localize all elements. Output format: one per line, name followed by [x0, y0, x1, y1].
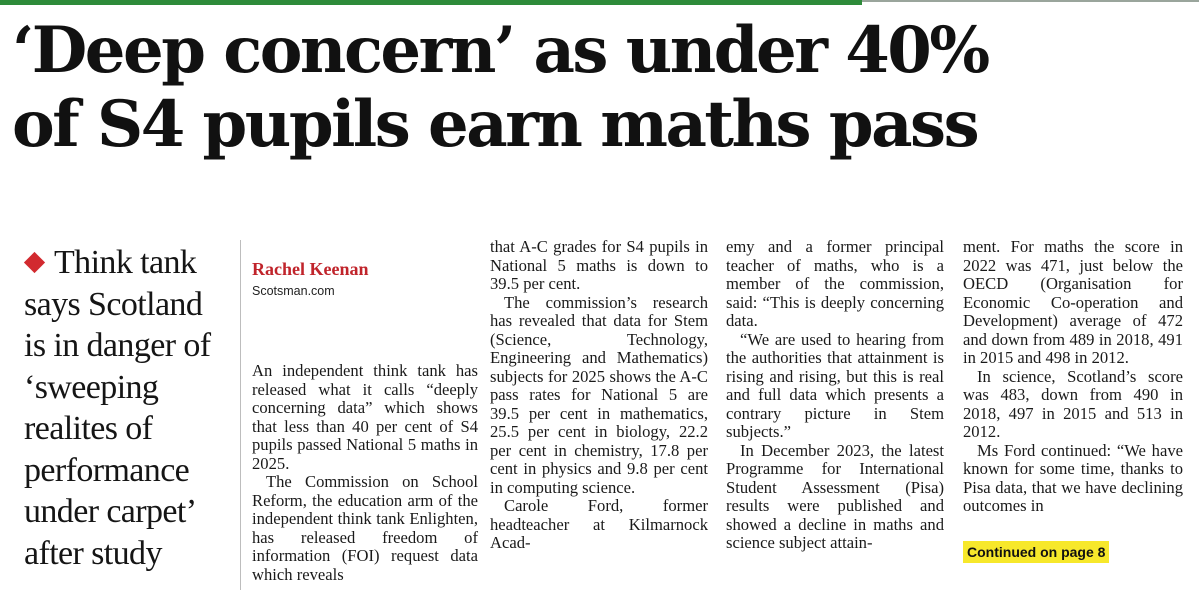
- paragraph: An independent think tank has released what it calls “deeply concerning data” which shows that less than 40 per cent of S4 pupils passed National 5 maths in 2025.: [252, 361, 478, 473]
- article-column-3: [726, 238, 944, 553]
- byline-site: Scotsman.com: [252, 284, 335, 298]
- headline: [12, 14, 1192, 162]
- top-rule-green: [0, 0, 862, 5]
- standfirst: [24, 242, 229, 574]
- paragraph: The commission’s research has revealed that data for Stem (Science, Technology, Engineering and Mathematics) subjects for 2025 shows the A-C pass rates for National 5 are 39.5 per cent in mathematics, 25.5 per cent in biology, 22.2 per cent in chemistry, 17.8 per cent in physics and 9.8 per cent in computing science.: [490, 292, 708, 497]
- paragraph: The Commission on School Reform, the education arm of the independent think tank Enlighten, has released freedom of information (FOI) request data which reveals: [252, 472, 478, 584]
- column-divider: [240, 240, 241, 590]
- top-rule-grey: [862, 0, 1199, 2]
- paragraph: emy and a former principal teacher of maths, who is a member of the commission, said: “This is deeply concerning data.: [726, 237, 944, 330]
- paragraph: Ms Ford continued: “We have known for some time, thanks to Pisa data, that we have declining outcomes in: [963, 440, 1183, 515]
- headline-line-1: ‘Deep concern’ as under 40%: [12, 13, 988, 88]
- paragraph: ment. For maths the score in 2022 was 471, just below the OECD (Organisation for Economic Co-operation and Development) average of 472 and down from 489 in 2018, 491 in 2015 and 498 in 2012.: [963, 237, 1183, 367]
- byline-author: Rachel Keenan: [252, 259, 369, 279]
- top-rule: [0, 0, 1199, 8]
- headline-line-2: of S4 pupils earn maths pass: [12, 87, 978, 162]
- standfirst-text: Think tank says Scotland is in danger of ‘sweeping realites of performance under carpet’ after study: [24, 244, 211, 572]
- article-column-4: [963, 238, 1183, 516]
- byline: [252, 258, 478, 300]
- paragraph: “We are used to hearing from the authorities that attainment is rising and rising, but this is real and full data which presents a contrary picture in Stem subjects.”: [726, 329, 944, 441]
- diamond-bullet-icon: [24, 252, 45, 273]
- paragraph: that A-C grades for S4 pupils in National 5 maths is down to 39.5 per cent.: [490, 237, 708, 293]
- paragraph: In science, Scotland’s score was 483, down from 490 in 2018, 497 in 2015 and 513 in 2012.: [963, 366, 1183, 441]
- paragraph: Carole Ford, former headteacher at Kilmarnock Acad-: [490, 496, 708, 552]
- continued-on-page-label: Continued on page 8: [963, 541, 1109, 563]
- article-column-1: [252, 258, 478, 584]
- paragraph: In December 2023, the latest Programme for International Student Assessment (Pisa) results were published and showed a decline in maths and science subject attain-: [726, 440, 944, 552]
- article-column-2: [490, 238, 708, 553]
